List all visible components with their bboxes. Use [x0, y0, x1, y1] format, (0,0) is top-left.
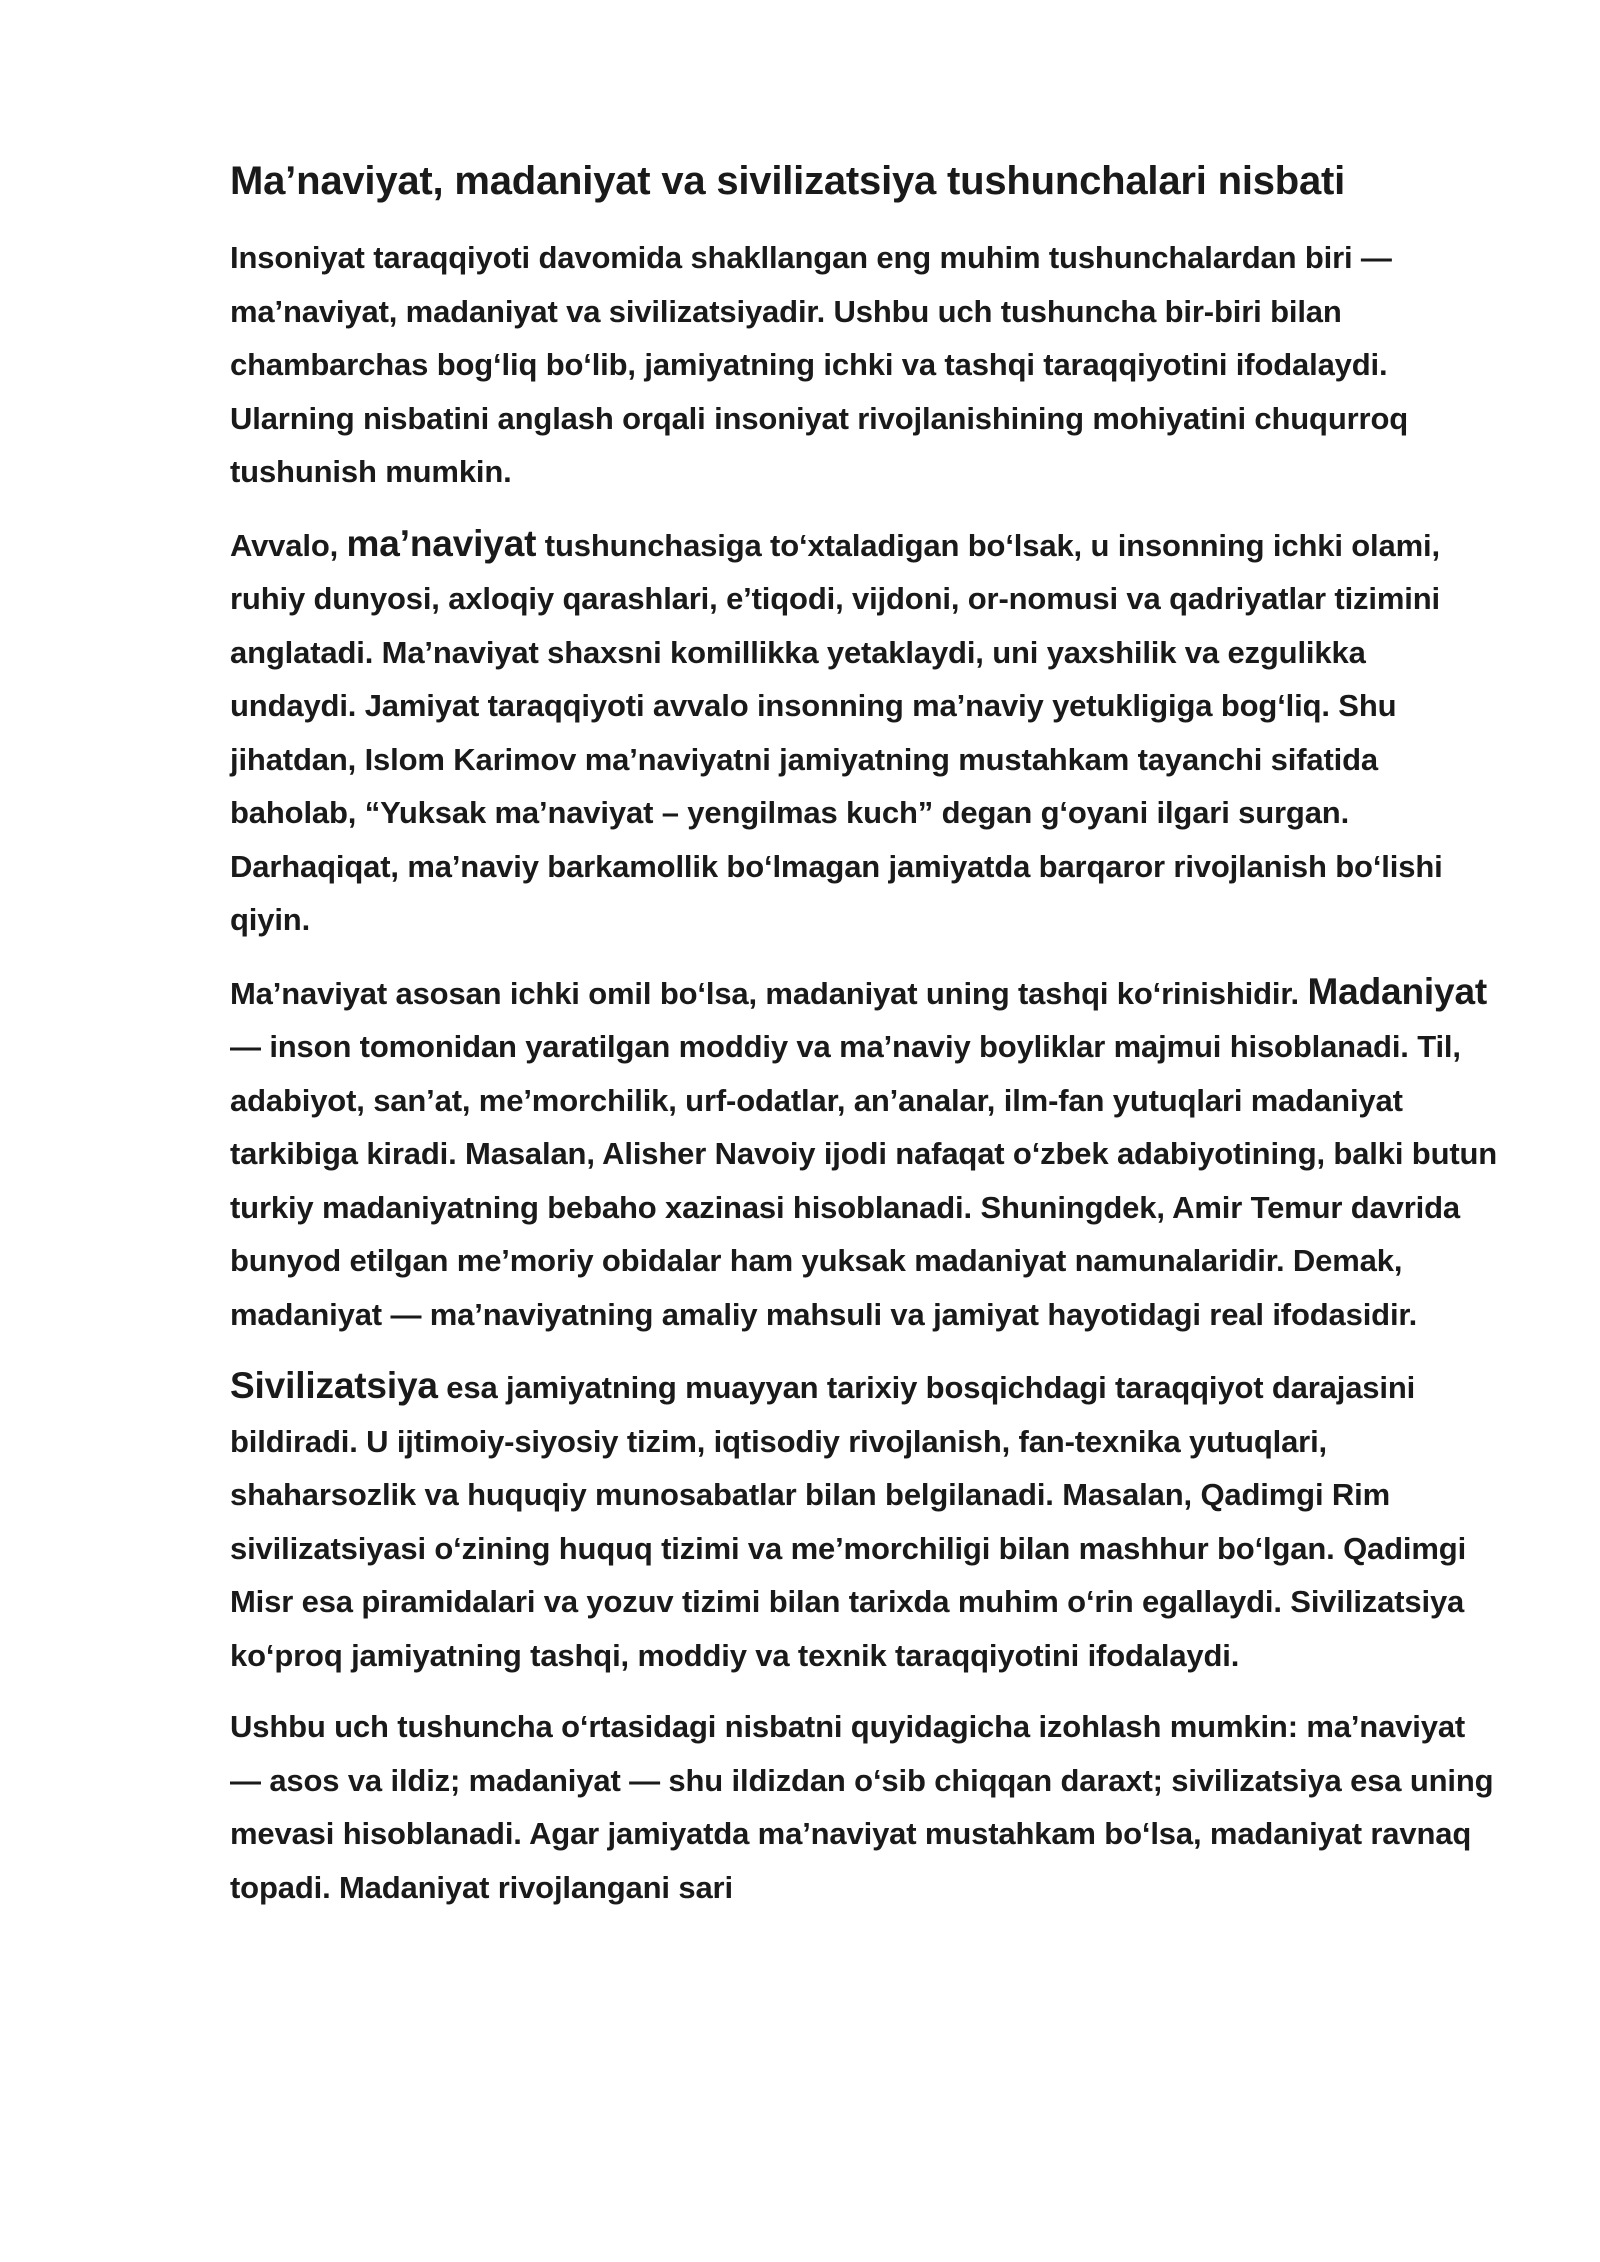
document-title: Ma’naviyat, madaniyat va sivilizatsiya tushunchalari nisbati	[230, 159, 1346, 203]
paragraph-intro: Insoniyat taraqqiyoti davomida shakllangan eng muhim tushunchalardan biri — ma’naviyat, madaniyat va sivilizatsiyadir. Ushbu uch tushuncha bir-biri bilan chambarchas bog‘liq bo‘lib, jamiyatning ichki va tashqi taraqqiyotini ifodalaydi. Ularning nisbatini anglash orqali insoniyat rivojlanishining mohiyatini chuqurroq tushunish mumkin.	[230, 240, 1409, 489]
term-manaviyat: ma’naviyat	[346, 522, 537, 564]
paragraph-text: Ma’naviyat asosan ichki omil bo‘lsa, madaniyat uning tashqi ko‘rinishidir.	[230, 975, 1308, 1011]
paragraph-text: esa jamiyatning muayyan tarixiy bosqichdagi taraqqiyot darajasini bildiradi. U ijtimoiy-siyosiy tizim, iqtisodiy rivojlanish, fan-texnika yutuqlari, shaharsozlik va huquqiy munosabatlar bilan belgilanadi. Masalan, Qadimgi Rim sivilizatsiyasi o‘zining huquq tizimi va me’morchiligi bilan mashhur bo‘lgan. Qadimgi Misr esa piramidalari va yozuv tizimi bilan tarixda muhim o‘rin egallaydi. Sivilizatsiya ko‘proq jamiyatning tashqi, moddiy va texnik taraqqiyotini ifodalaydi.	[230, 1370, 1467, 1673]
paragraph-sivilizatsiya	[230, 1359, 1500, 1682]
paragraph-madaniyat	[230, 965, 1500, 1342]
paragraph-text: Avvalo,	[230, 527, 347, 563]
paragraph-nisbat: Ushbu uch tushuncha o‘rtasidagi nisbatni quyidagicha izohlash mumkin: ma’naviyat — asos va ildiz; madaniyat — shu ildizdan o‘sib chiqqan daraxt; sivilizatsiya esa uning mevasi hisoblanadi. Agar jamiyatda ma’naviyat mustahkam bo‘lsa, madaniyat ravnaq topadi. Madaniyat rivojlangani sari	[230, 1709, 1494, 1905]
paragraph-text: — inson tomonidan yaratilgan moddiy va ma’naviy boyliklar majmui hisoblanadi. Til, adabiyot, san’at, me’morchilik, urf-odatlar, an’analar, ilm-fan yutuqlari madaniyat tarkibiga kiradi. Masalan, Alisher Navoiy ijodi nafaqat o‘zbek adabiyotining, balki butun turkiy madaniyatning bebaho xazinasi hisoblanadi. Shuningdek, Amir Temur davrida bunyod etilgan me’moriy obidalar ham yuksak madaniyat namunalaridir. Demak, madaniyat — ma’naviyatning amaliy mahsuli va jamiyat hayotidagi real ifodasidir.	[230, 1029, 1498, 1332]
document-body	[230, 155, 1500, 1932]
term-madaniyat: Madaniyat	[1307, 970, 1488, 1012]
paragraph-text: tushunchasiga to‘xtaladigan bo‘lsak, u insonning ichki olami, ruhiy dunyosi, axloqiy qarashlari, e’tiqodi, vijdoni, or-nomusi va qadriyatlar tizimini anglatadi. Ma’naviyat shaxsni komillikka yetaklaydi, uni yaxshilik va ezgulikka undaydi. Jamiyat taraqqiyoti avvalo insonning ma’naviy yetukligiga bog‘liq. Shu jihatdan, Islom Karimov ma’naviyatni jamiyatning mustahkam tayanchi sifatida baholab, “Yuksak ma’naviyat – yengilmas kuch” degan g‘oyani ilgari surgan. Darhaqiqat, ma’naviy barkamollik bo‘lmagan jamiyatda barqaror rivojlanish bo‘lishi qiyin.	[230, 527, 1443, 937]
term-sivilizatsiya: Sivilizatsiya	[230, 1365, 438, 1406]
paragraph-manaviyat	[230, 517, 1500, 947]
